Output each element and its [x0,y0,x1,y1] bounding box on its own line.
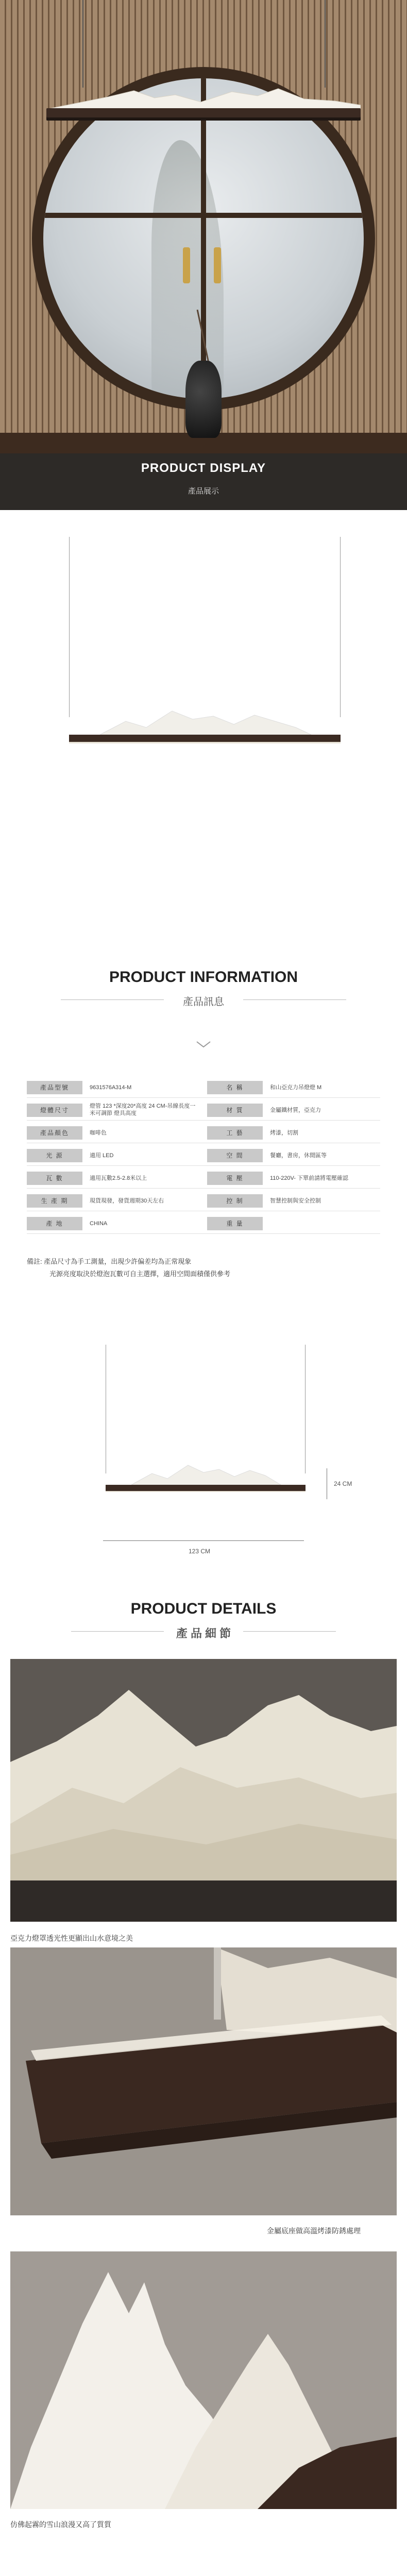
chevron-down-icon [196,1041,211,1048]
label-model: 產品型號 [27,1081,82,1094]
window-handle-right [214,247,221,283]
value-material: 金屬鐵材質，亞克力 [270,1107,321,1113]
label-light: 光 源 [27,1149,82,1162]
label-size: 燈體尺寸 [27,1104,82,1117]
value-space: 餐廳，書房，休閒區等 [270,1153,327,1159]
caption-base: 金屬底座做高溫烤漆防銹處理 [267,2227,361,2235]
note-line-2: 光源亮度取決於燈泡瓦數可自主選擇，適用空間面積僅供參考 [49,1270,231,1278]
label-weight: 重 量 [207,1217,263,1230]
details-title: PRODUCT DETAILS [130,1600,277,1617]
value-control: 智慧控制與安全控制 [270,1198,321,1204]
diagram-lamp [106,1458,306,1495]
label-craft: 工 藝 [207,1126,263,1140]
lamp-bar [46,108,361,117]
value-model: 9631576A314-M [90,1084,132,1091]
value-light: 適用 LED [90,1153,114,1159]
hanging-wire-left [69,537,70,717]
caption-acrylic: 亞克力燈罩透光性更顯出山水意境之美 [10,1934,133,1942]
product-lamp [69,701,341,745]
width-dimension-line [103,1540,304,1541]
value-size: 燈管 123 *深度20*高度 24 CM-吊線長度一米可調節 燈具高度 [90,1103,196,1116]
hanging-wire-right [340,537,341,717]
value-production: 現貨現發，發貨週期30天左右 [90,1198,164,1204]
label-name: 名 稱 [207,1081,263,1094]
detail-photo-snow-mountain [10,2251,397,2509]
hero-photo [0,0,407,510]
width-label: 123 CM [189,1548,211,1555]
details-subtitle: 產 品 細 節 [176,1627,231,1640]
label-production: 生 產 期 [27,1194,82,1208]
label-color: 產品顏色 [27,1126,82,1140]
value-voltage: 110-220V- 下單前請將電壓確認 [270,1175,349,1181]
label-origin: 產 地 [27,1217,82,1230]
detail-photo-acrylic [10,1659,397,1922]
caption-snow-mountain: 仿佛起霧的雪山浪漫又高了質質 [10,2520,111,2529]
value-origin: CHINA [90,1221,108,1227]
detail-photo-base [10,1947,397,2215]
note-line-1: 備註: 產品尺寸為手工測量，出現少許偏差均為正常現象 [27,1258,192,1265]
label-control: 控 制 [207,1194,263,1208]
diagram-wire-right [305,1345,306,1473]
label-material: 材 質 [207,1104,263,1117]
round-window [32,67,375,410]
mountain-shade [46,88,361,109]
info-subtitle: 產品訊息 [183,996,224,1008]
display-title: PRODUCT DISPLAY [141,461,266,475]
info-title: PRODUCT INFORMATION [109,969,298,986]
vase [185,361,222,438]
window-handle-left [183,247,190,283]
value-color: 咖啡色 [90,1130,107,1136]
display-subtitle: 產品展示 [188,487,219,496]
value-name: 和山亞克力吊燈燈 M [270,1084,322,1091]
label-voltage: 電 壓 [207,1172,263,1185]
label-watt: 瓦 數 [27,1172,82,1185]
label-space: 空 間 [207,1149,263,1162]
value-watt: 適用瓦數2.5-2.8米以上 [90,1175,147,1181]
value-craft: 烤漆，切割 [270,1130,298,1136]
height-label: 24 CM [334,1480,352,1487]
